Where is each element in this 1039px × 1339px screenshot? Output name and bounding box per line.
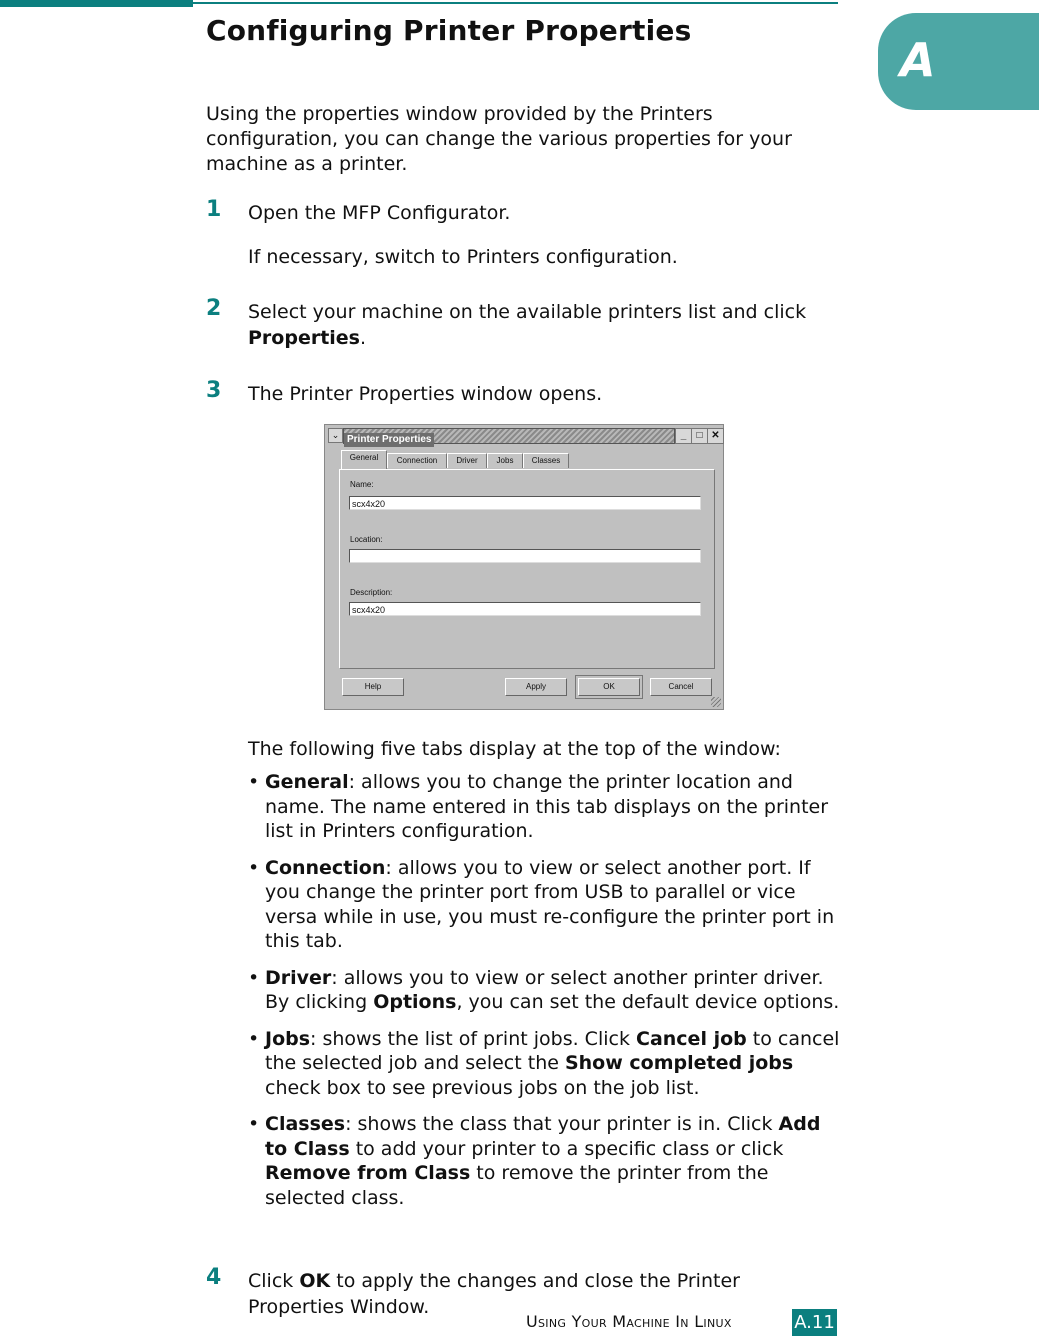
step-bold-term: OK bbox=[299, 1270, 331, 1292]
step-number: 1 bbox=[206, 197, 222, 222]
help-button[interactable]: Help bbox=[342, 678, 404, 696]
page-title: Configuring Printer Properties bbox=[206, 14, 692, 47]
chapter-letter: A bbox=[900, 33, 936, 87]
step-bold-term: Properties bbox=[248, 327, 360, 349]
intro-paragraph: Using the properties window provided by the Printers configuration, you can change the various properties for your machine as a printer. bbox=[206, 103, 792, 175]
chapter-tab bbox=[878, 13, 1039, 110]
dialog-title: Printer Properties bbox=[344, 433, 434, 447]
name-field[interactable]: scx4x20 bbox=[349, 496, 701, 510]
location-field[interactable] bbox=[349, 549, 701, 563]
tab-jobs[interactable]: Jobs bbox=[487, 453, 523, 468]
list-item: • General: allows you to change the printer location and name. The name entered in this tab displays on the printer list in Printers configuration. bbox=[248, 770, 840, 844]
ok-button[interactable]: OK bbox=[578, 678, 640, 696]
step-text: Open the MFP Configurator. bbox=[248, 202, 511, 224]
list-item: • Jobs: shows the list of print jobs. Click Cancel job to cancel the selected job and select the Show completed jobs check box to see previous jobs on the job list. bbox=[248, 1027, 840, 1101]
step-4: 4 Click OK to apply the changes and close the Printer Properties Window. bbox=[206, 1265, 740, 1318]
resize-grip-icon[interactable] bbox=[711, 697, 721, 707]
location-label: Location: bbox=[350, 535, 383, 544]
step-text: Click bbox=[248, 1270, 300, 1292]
tab-driver[interactable]: Driver bbox=[447, 453, 487, 468]
step-1 bbox=[206, 197, 836, 226]
step-number: 3 bbox=[206, 378, 222, 403]
header-rule bbox=[193, 2, 838, 4]
step-number: 4 bbox=[206, 1265, 222, 1290]
maximize-icon[interactable]: □ bbox=[691, 428, 708, 444]
step-number: 2 bbox=[206, 296, 222, 321]
description-field[interactable]: scx4x20 bbox=[349, 602, 701, 616]
description-label: Description: bbox=[350, 588, 393, 597]
step-1-note: If necessary, switch to Printers configuration. bbox=[248, 246, 678, 268]
list-item: • Classes: shows the class that your printer is in. Click Add to Class to add your printer to a specific class or click Remove from Class to remove the printer from the selected class. bbox=[248, 1112, 840, 1210]
minimize-icon[interactable]: _ bbox=[675, 428, 692, 444]
step-text: Select your machine on the available printers list and click bbox=[248, 301, 807, 323]
dialog-titlebar bbox=[343, 428, 675, 444]
tabs-intro: The following five tabs display at the top of the window: bbox=[248, 738, 781, 760]
cancel-button[interactable]: Cancel bbox=[650, 678, 712, 696]
tab-classes[interactable]: Classes bbox=[523, 453, 569, 468]
apply-button[interactable]: Apply bbox=[505, 678, 567, 696]
step-3 bbox=[206, 378, 836, 407]
step-text: The Printer Properties window opens. bbox=[248, 383, 603, 405]
header-accent-bar bbox=[0, 0, 193, 7]
tab-connection[interactable]: Connection bbox=[387, 453, 447, 468]
name-label: Name: bbox=[350, 480, 374, 489]
tab-general[interactable]: General bbox=[341, 450, 387, 469]
tab-descriptions-list bbox=[248, 770, 840, 1222]
list-item: • Connection: allows you to view or select another port. If you change the printer port from USB to parallel or vice versa while in use, you must re-configure the printer port in this tab. bbox=[248, 856, 840, 954]
page-number: A.11 bbox=[792, 1309, 837, 1336]
close-icon[interactable]: ✕ bbox=[707, 428, 724, 444]
step-2: 2 Select your machine on the available printers list and click Properties. bbox=[206, 296, 807, 349]
list-item: • Driver: allows you to view or select another printer driver. By clicking Options, you can set the default device options. bbox=[248, 966, 840, 1015]
footer-section-title: Using Your Machine In Linux bbox=[526, 1312, 732, 1331]
window-menu-button[interactable]: ⌄ bbox=[328, 428, 343, 443]
printer-properties-dialog bbox=[324, 424, 724, 710]
